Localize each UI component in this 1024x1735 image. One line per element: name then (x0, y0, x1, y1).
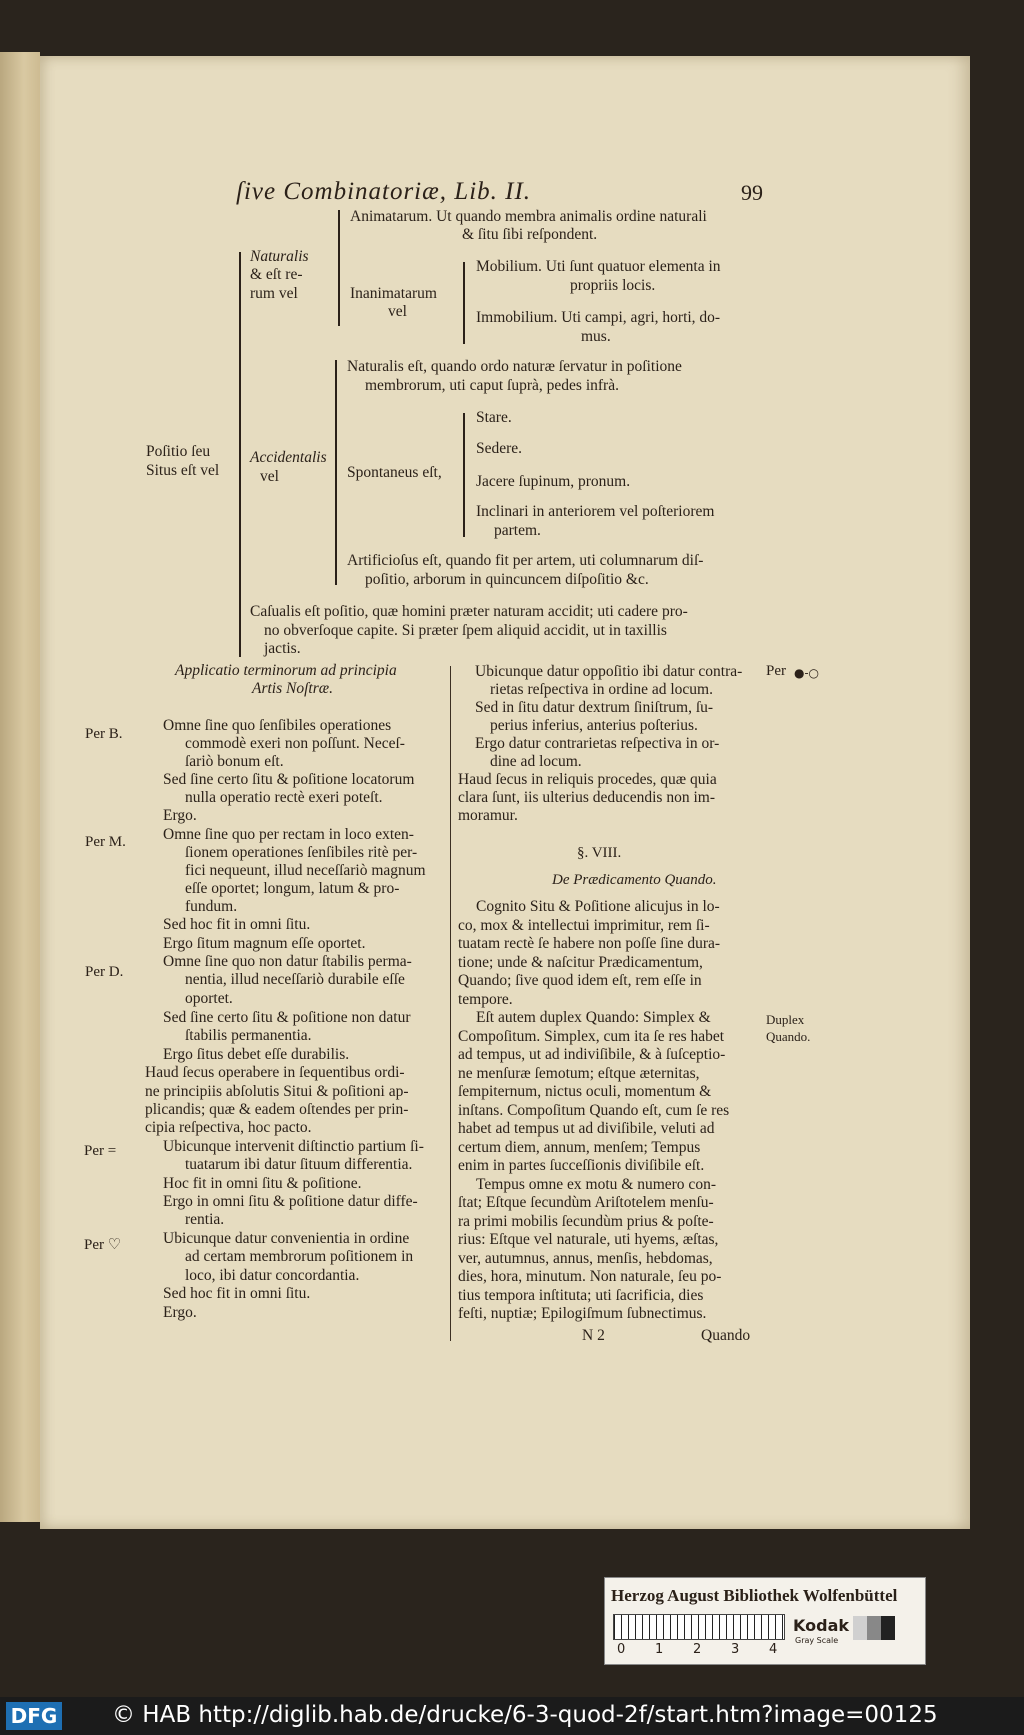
left-line: Omne ſine quo per rectam in loco exten- (163, 826, 414, 843)
body-line: co, mox & intellectui imprimitur, rem ſi- (458, 917, 710, 934)
brace-inanimatarum (463, 262, 465, 344)
body-line: habet ad tempus ut ad diviſibile, veluti ad (458, 1120, 715, 1137)
scale-ruler (613, 1614, 785, 1640)
kodak-subtitle: Gray Scale (795, 1636, 839, 1645)
left-line: Omne ſine quo ſenſibiles operationes (163, 717, 392, 734)
tree-naturalis-2: & eſt re- (250, 266, 303, 283)
left-line: Sed ſine certo ſitu & poſitione locatorum (163, 771, 415, 788)
brace-main (239, 252, 241, 657)
scale-number: 2 (693, 1642, 702, 1657)
credit-link[interactable]: © HAB http://diglib.hab.de/drucke/6-3-quod-2f/start.htm?image=00125 (112, 1702, 938, 1728)
signature-mark: N 2 (582, 1327, 605, 1344)
left-line: rentia. (185, 1211, 225, 1228)
section-number: §. VIII. (577, 845, 622, 861)
body-line: Compoſitum. Simplex, cum ita ſe res habet (458, 1028, 725, 1045)
margin-note-per-top: Per (766, 663, 786, 679)
facing-page-edge (0, 52, 40, 1522)
tree-stare: Stare. (476, 409, 512, 426)
tree-casualis-3: jactis. (264, 640, 301, 657)
tree-root-1: Poſitio ſeu (146, 443, 211, 460)
left-line: Ergo ſitus debet eſſe durabilis. (163, 1046, 350, 1063)
body-line: ne menſuræ ſemotum; eſtque æternitas, (458, 1065, 700, 1082)
body-line: ſtat; Eſtque ſecundùm Ariſtotelem menſu- (458, 1194, 714, 1211)
tree-accidentalis-2: vel (260, 468, 279, 485)
tree-animatarum-1: Animatarum. Ut quando membra animalis ordine naturali (350, 208, 707, 225)
tree-artificiosus-1: Artificioſus eſt, quando fit per artem, uti columnarum diſ- (347, 552, 704, 569)
body-line: tempore. (458, 991, 513, 1008)
body-line: ad tempus, ut ad indiviſibile, & à ſuſceptio- (458, 1046, 726, 1063)
brace-naturalis (338, 210, 340, 326)
body-line: enim in partes ſucceſſionis diviſibile eſt. (458, 1157, 705, 1174)
scale-number: 0 (617, 1642, 626, 1657)
scale-number: 3 (731, 1642, 740, 1657)
tree-inclinari-2: partem. (494, 522, 541, 539)
scale-number: 4 (769, 1642, 778, 1657)
dfg-logo[interactable]: DFG (6, 1702, 62, 1730)
margin-note-per-equals: Per = (84, 1143, 117, 1159)
body-line: certum diem, annum, menſem; Tempus (458, 1139, 701, 1156)
body-line: ra primi mobilis ſecundùm prius & poſte- (458, 1213, 714, 1230)
body-line: tius tempora inſtituta; uti ſacrificia, dies (458, 1287, 704, 1304)
tree-casualis-2: no obverſoque capite. Si præter ſpem aliquid accidit, ut in taxillis (264, 622, 667, 639)
left-line: Hoc fit in omni ſitu & poſitione. (163, 1175, 362, 1192)
tree-mobilium-1: Mobilium. Uti ſunt quatuor elementa in (476, 258, 721, 275)
body-line: tuatam rectè ſe habere non poſſe ſine dura- (458, 935, 721, 952)
right-line: moramur. (458, 807, 518, 824)
tree-accidentalis-1: Accidentalis (250, 449, 327, 466)
right-line: dine ad locum. (490, 753, 582, 770)
left-line: plicandis; quæ & eadem oſtendes per prin- (145, 1101, 409, 1118)
left-line: Ergo. (163, 1304, 197, 1321)
gray-patch (853, 1616, 867, 1640)
tree-casualis-1: Caſualis eſt poſitio, quæ homini præter naturam accidit; uti cadere pro- (250, 603, 688, 620)
left-line: commodè exeri non poſſunt. Neceſ- (185, 735, 405, 752)
page-number: 99 (741, 180, 763, 205)
brace-accidentalis (335, 360, 337, 585)
left-line: Sed ſine certo ſitu & poſitione non datur (163, 1009, 411, 1026)
left-line: fundum. (185, 898, 238, 915)
margin-note-per-m: Per M. (85, 834, 126, 850)
left-line: ſariò bonum eſt. (185, 753, 284, 770)
tree-immobilium-1: Immobilium. Uti campi, agri, horti, do- (476, 309, 721, 326)
gray-patch (881, 1616, 895, 1640)
tree-naturalis-est-1: Naturalis eſt, quando ordo naturæ ſervatur in poſitione (347, 358, 682, 375)
tree-spontaneus: Spontaneus eſt, (347, 464, 442, 481)
left-line: Ubicunque intervenit diſtinctio partium ſi- (163, 1138, 424, 1155)
viewer-footer (0, 1697, 1024, 1735)
body-line: Eſt autem duplex Quando: Simplex & (476, 1009, 711, 1026)
margin-note-per-heart: Per ♡ (84, 1237, 122, 1253)
margin-note-per-d: Per D. (85, 964, 124, 980)
key-ornament-icon: ●-○ (794, 666, 819, 680)
left-line: nulla operatio rectè exeri poteſt. (185, 789, 383, 806)
brace-spontaneus (463, 413, 465, 537)
right-line: Ergo datur contrarietas reſpectiva in or- (475, 735, 720, 752)
body-line: feſti, nuptiæ; Epilogiſmum ſubnectimus. (458, 1305, 707, 1322)
tree-mobilium-2: propriis locis. (570, 277, 656, 294)
tree-sedere: Sedere. (476, 440, 523, 457)
gray-patch (867, 1616, 881, 1640)
right-line: clara ſunt, iis ulterius deducendis non im- (458, 789, 715, 806)
left-line: ad certam membrorum poſitionem in (185, 1248, 414, 1265)
body-line: Cognito Situ & Poſitione alicujus in lo- (476, 898, 720, 915)
column-divider (450, 666, 451, 1341)
kodak-logo: Kodak (793, 1616, 849, 1635)
left-line: Ergo in omni ſitu & poſitione datur diffe- (163, 1193, 418, 1210)
right-line: Sed in ſitu datur dextrum ſiniſtrum, ſu- (475, 699, 714, 716)
left-line: Ergo. (163, 807, 197, 824)
left-line: loco, ibi datur concordantia. (185, 1267, 360, 1284)
left-heading-1: Applicatio terminorum ad principia (175, 662, 397, 679)
right-line: Ubicunque datur oppoſitio ibi datur contra- (475, 663, 743, 680)
tree-animatarum-2: & ſitu ſibi reſpondent. (462, 226, 598, 243)
scale-number: 1 (655, 1642, 664, 1657)
right-line: perius inferius, anterius poſterius. (490, 717, 698, 734)
left-line: Ergo ſitum magnum eſſe oportet. (163, 935, 366, 952)
tree-artificiosus-2: poſitio, arborum in quincuncem diſpoſitio &c. (365, 571, 649, 588)
body-line: inſtans. Compoſitum Quando eſt, cum ſe res (458, 1102, 730, 1119)
left-line: Sed hoc fit in omni ſitu. (163, 1285, 311, 1302)
left-heading-2: Artis Noſtræ. (252, 680, 333, 697)
left-line: ſionem operationes ſenſibiles ritè per- (185, 844, 418, 861)
left-line: Sed hoc fit in omni ſitu. (163, 916, 311, 933)
section-title: De Prædicamento Quando. (552, 872, 717, 888)
right-line: Haud ſecus in reliquis procedes, quæ quia (458, 771, 717, 788)
tree-naturalis-1: Naturalis (250, 248, 309, 265)
body-line: rius: Eſtque vel naturale, uti hyems, æſtas, (458, 1231, 719, 1248)
left-line: eſſe oportet; longum, latum & pro- (185, 880, 400, 897)
margin-note-duplex-1: Duplex (766, 1012, 805, 1027)
left-line: ne principiis abſolutis Situi & poſitioni ap- (145, 1083, 409, 1100)
body-line: tione; unde & naſcitur Prædicamentum, (458, 954, 703, 971)
left-line: Haud ſecus operabere in ſequentibus ordi- (145, 1064, 405, 1081)
body-line: dies, hora, minutum. Non naturale, ſeu po- (458, 1268, 722, 1285)
tree-naturalis-3: rum vel (250, 285, 298, 302)
left-line: ſtabilis permanentia. (185, 1027, 312, 1044)
body-line: Quando; ſive quod idem eſt, rem eſſe in (458, 972, 702, 989)
library-label (604, 1577, 926, 1665)
tree-jacere: Jacere ſupinum, pronum. (476, 473, 631, 490)
right-line: rietas reſpectiva in ordine ad locum. (490, 681, 713, 698)
left-line: oportet. (185, 990, 233, 1007)
body-line: ſempiternum, nictus oculi, momentum & (458, 1083, 712, 1100)
tree-inclinari-1: Inclinari in anteriorem vel poſteriorem (476, 503, 715, 520)
library-name: Herzog August Bibliothek Wolfenbüttel (611, 1586, 898, 1605)
tree-naturalis-est-2: membrorum, uti caput ſuprà, pedes infrà. (365, 377, 619, 394)
tree-root-2: Situs eſt vel (146, 462, 220, 479)
body-line: ver, autumnus, annus, menſis, hebdomas, (458, 1250, 713, 1267)
tree-inanimatarum-1: Inanimatarum (350, 285, 437, 302)
body-line: Tempus omne ex motu & numero con- (476, 1176, 716, 1193)
margin-note-duplex-2: Quando. (766, 1029, 811, 1044)
left-line: tuatarum ibi datur ſituum differentia. (185, 1156, 413, 1173)
catchword: Quando (701, 1327, 751, 1344)
tree-immobilium-2: mus. (581, 328, 611, 345)
margin-note-per-b: Per B. (85, 726, 123, 742)
left-line: nentia, illud neceſſariò durabile eſſe (185, 971, 405, 988)
left-line: fici nequeunt, illud neceſſariò magnum (185, 862, 426, 879)
left-line: cipia reſpectiva, hoc pacto. (145, 1119, 312, 1136)
left-line: Ubicunque datur convenientia in ordine (163, 1230, 410, 1247)
left-line: Omne ſine quo non datur ſtabilis perma- (163, 953, 412, 970)
running-head: ſive Combinatoriæ, Lib. II. (236, 178, 532, 205)
tree-inanimatarum-2: vel (388, 303, 407, 320)
